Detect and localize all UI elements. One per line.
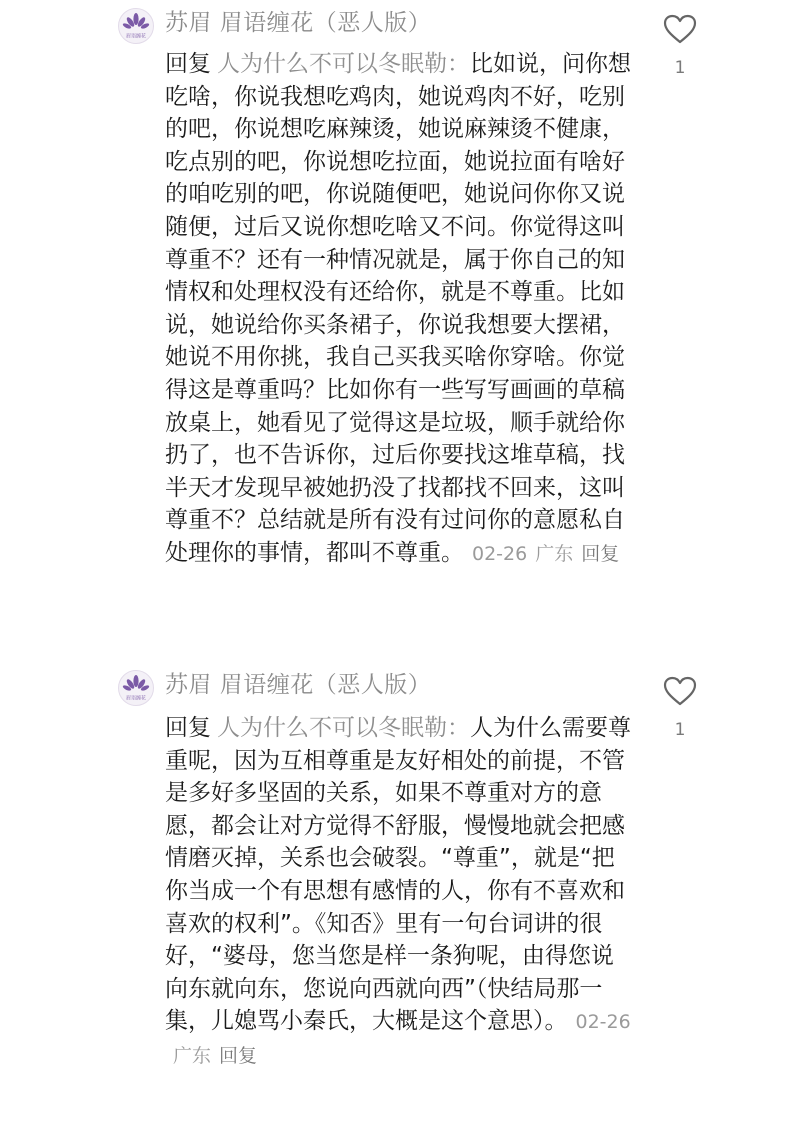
comment-text: 比如说，问你想吃啥，你说我想吃鸡肉，她说鸡肉不好，吃别的吧，你说想吃麻辣烫，她说麻辣烫不健康，吃点别的吧，你说想吃拉面，她说拉面有啥好的咱吃别的吧，你说随便吧，她说问你你又说随便，过后又说你想吃啥又不问。你觉得这叫尊重不？还有一种情况就是，属于你自己的知情权和处理权没有还给你，就是不尊重。比如说，她说给你买条裙子，你说我想要大摆裙，她说不用你挑，我自己买我买啥你穿啥。你觉得这是尊重吗？比如你有一些写写画画的草稿放桌上，她看见了觉得这是垃圾，顺手就给你扔了，也不告诉你，过后你要找这堆草稿，找半天才发现早被她扔没了找都找不回来，这叫尊重不？总结就是所有没有过问你的意愿私自处理你的事情，都叫不尊重。 (165, 51, 631, 566)
reply-prefix: 回复 (165, 51, 211, 77)
like-button[interactable] (660, 14, 700, 78)
comment-text: 人为什么需要尊重呢，因为互相尊重是友好相处的前提，不管是多好多坚固的关系，如果不尊重对方的意愿，都会让对方觉得不舒服，慢慢地就会把感情磨灭掉，关系也会破裂。“尊重”，就是“把你当成一个有思想有感情的人，你有不喜欢和喜欢的权利”。《知否》里有一句台词讲的很好，“婆母，您当您是样一条狗呢，由得您说向东就向东，您说向西就向西”（快结局那一集，儿媳骂小秦氏，大概是这个意思）。 (165, 715, 631, 1035)
avatar-text: 眉语缠花 (125, 33, 147, 40)
reply-button[interactable]: 回复 (219, 1044, 258, 1067)
heart-icon[interactable] (663, 676, 697, 706)
comment-location: 广东 (173, 1044, 212, 1067)
avatar[interactable] (118, 670, 154, 706)
comment-body (165, 712, 635, 1073)
comment-date: 02-26 (472, 542, 528, 565)
flower-icon (119, 671, 153, 705)
mention-link[interactable]: 人为什么不可以冬眠勒： (217, 51, 470, 77)
comment-body (165, 48, 635, 571)
like-count: 1 (674, 720, 686, 740)
username[interactable]: 苏眉 眉语缠花（恶人版） (165, 672, 432, 698)
reply-prefix: 回复 (165, 715, 211, 741)
heart-icon[interactable] (663, 14, 697, 44)
reply-button[interactable]: 回复 (581, 542, 620, 565)
avatar-text: 眉语缠花 (125, 695, 147, 702)
like-count: 1 (674, 58, 686, 78)
comment-date: 02-26 (575, 1011, 631, 1034)
comment-location: 广东 (535, 542, 574, 565)
like-button[interactable] (660, 676, 700, 740)
username[interactable]: 苏眉 眉语缠花（恶人版） (165, 10, 432, 36)
mention-link[interactable]: 人为什么不可以冬眠勒： (217, 715, 470, 741)
avatar[interactable] (118, 8, 154, 44)
flower-icon (119, 9, 153, 43)
